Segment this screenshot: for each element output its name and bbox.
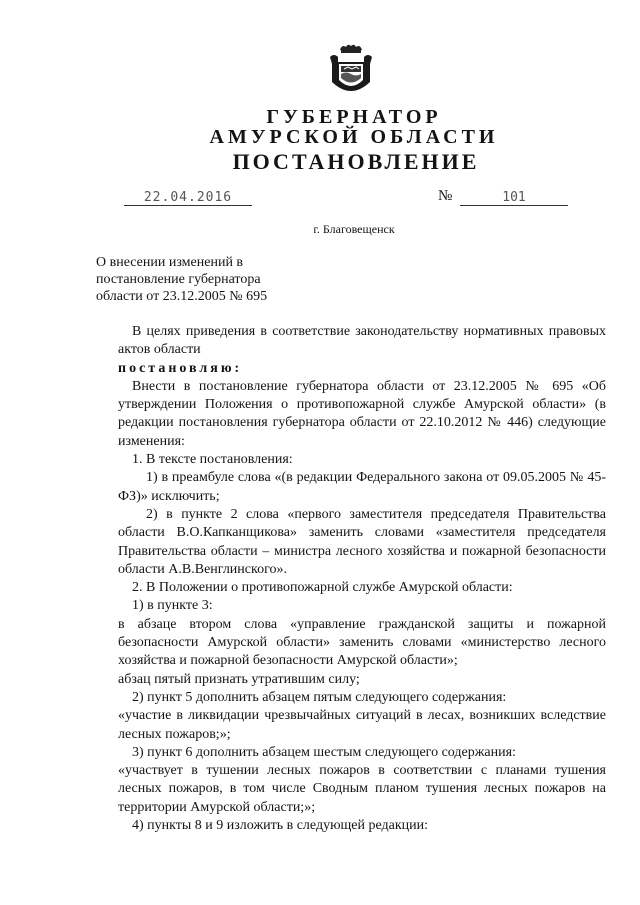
body-paragraph: Внести в постановление губернатора области от 23.12.2005 № 695 «Об утверждении Положения о противопожарной службе Амурской области» (в редакции постановления губернатора области от 22.10.2012 № 446) следующие изменения: (118, 378, 606, 449)
body-paragraph: «участвует в тушении лесных пожаров в соответствии с планами тушения лесных пожаров, в том числе Сводным планом тушения лесных пожаров на территории Амурской области;»; (118, 763, 606, 815)
city-line (0, 222, 640, 237)
body-paragraph: 2. В Положении о противопожарной службе Амурской области: (132, 580, 513, 596)
city-name: г. Благовещенск (313, 222, 395, 236)
governor-title: ГУБЕРНАТОР (266, 106, 442, 128)
body-paragraph: 2) пункт 5 дополнить абзацем пятым следующего содержания: (132, 689, 507, 705)
body-paragraph: 1) в преамбуле слова «(в редакции Федерального закона от 09.05.2005 № 45-ФЗ)» исключить; (118, 470, 606, 504)
body-paragraph: 2) в пункте 2 слова «первого заместителя председателя Правительства области В.О.Капканщикова» заменить словами «заместителя председателя Правительства области – министра лесного хозяйства и пожарной безопасности области А.В.Венглинского». (118, 506, 606, 577)
body-paragraph: в абзаце втором слова «управление гражданской защиты и пожарной безопасности Амурской области» заменить словами «министерство лесного хозяйства и пожарной безопасности Амурской области»; (118, 616, 606, 669)
subject-line: О внесении изменений в (96, 255, 244, 270)
region-title: АМУРСКОЙ ОБЛАСТИ (209, 126, 499, 148)
subject-line: области от 23.12.2005 № 695 (96, 289, 268, 304)
body-paragraph: 4) пункты 8 и 9 изложить в следующей редакции: (132, 818, 429, 834)
decree-word: постановляю: (118, 360, 243, 376)
body-paragraph: 3) пункт 6 дополнить абзацем шестым следующего содержания: (132, 744, 516, 760)
number-label: № (438, 188, 453, 204)
document-number: 101 (460, 190, 568, 206)
subject-line: постановление губернатора (96, 272, 261, 287)
body-paragraph: 1. В тексте постановления: (132, 452, 293, 468)
document-subject (96, 254, 356, 305)
document-body (118, 323, 606, 835)
coat-of-arms-icon (326, 42, 376, 100)
body-paragraph: «участие в ликвидации чрезвычайных ситуаций в лесах, возникших вследствие лесных пожаров;»; (118, 708, 606, 742)
document-date: 22.04.2016 (124, 190, 252, 206)
intro-paragraph: В целях приведения в соответствие законодательству нормативных правовых актов области (118, 324, 606, 358)
body-paragraph: 1) в пункте 3: (132, 598, 213, 614)
body-paragraph: абзац пятый признать утратившим силу; (118, 671, 360, 687)
document-type-heading: ПОСТАНОВЛЕНИЕ (232, 149, 480, 174)
